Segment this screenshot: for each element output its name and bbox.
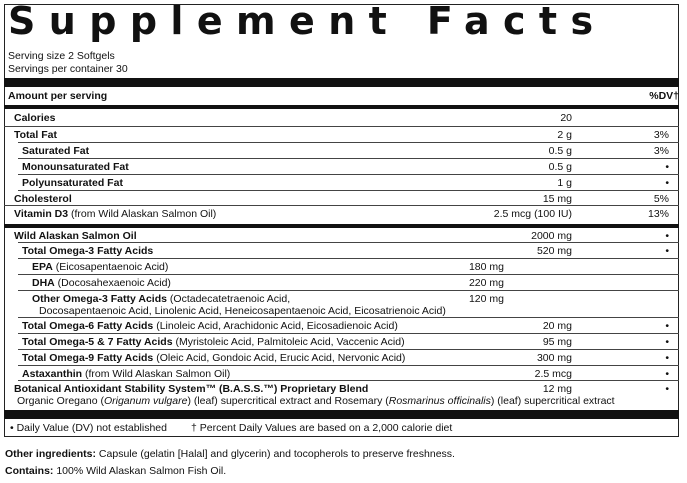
nutrient-row xyxy=(4,275,679,291)
nutrient-amount: 12 mg xyxy=(542,383,572,395)
nutrient-name: Other Omega-3 Fatty Acids xyxy=(32,293,167,305)
nutrient-name: Total Omega-3 Fatty Acids xyxy=(22,245,154,257)
nutrient-note: (Eicosapentaenoic Acid) xyxy=(55,261,169,273)
nutrient-dv: • xyxy=(665,230,669,242)
nutrient-name: Vitamin D3 xyxy=(14,208,69,220)
nutrient-dv: 13% xyxy=(647,208,669,220)
nutrient-amount: 180 mg xyxy=(468,261,504,273)
nutrient-name: Cholesterol xyxy=(14,193,72,205)
nutrient-row xyxy=(4,350,679,366)
nutrient-note: (Linoleic Acid, Arachidonic Acid, Eicosadienoic Acid) xyxy=(156,320,398,332)
bottom-thick-divider xyxy=(4,410,679,419)
dv-header-label: %DV† xyxy=(649,90,679,102)
nutrient-name: Monounsaturated Fat xyxy=(22,161,129,173)
amount-per-serving-label: Amount per serving xyxy=(8,90,108,102)
nutrient-name: Calories xyxy=(14,112,56,124)
nutrient-row xyxy=(4,243,679,259)
nutrient-row xyxy=(4,159,679,175)
nutrient-amount: 1 g xyxy=(557,177,572,189)
panel-title: Supplement Facts xyxy=(8,0,607,43)
nutrient-row xyxy=(4,318,679,334)
servings-per-container: Servings per container 30 xyxy=(8,63,128,75)
other-ingredients: Other ingredients: Capsule (gelatin [Halal] and glycerin) and tocopherols to preserve freshness. xyxy=(5,448,455,460)
nutrient-row xyxy=(4,259,679,275)
nutrient-note: (from Wild Alaskan Salmon Oil) xyxy=(85,368,231,380)
nutrient-dv: • xyxy=(665,352,669,364)
nutrient-name: Astaxanthin xyxy=(22,368,83,380)
nutrient-amount: 220 mg xyxy=(468,277,504,289)
nutrient-name: Wild Alaskan Salmon Oil xyxy=(14,230,137,242)
nutrient-note: (Docosahexaenoic Acid) xyxy=(57,277,171,289)
nutrient-note-continued: Docosapentaenoic Acid, Linolenic Acid, Heneicosapentaenoic Acid, Eicosatrienoic Acid) xyxy=(39,305,446,317)
nutrient-dv: • xyxy=(665,245,669,257)
nutrient-amount: 20 mg xyxy=(542,320,572,332)
nutrient-row xyxy=(4,127,679,143)
nutrient-name: Total Fat xyxy=(14,129,57,141)
nutrient-amount: 15 mg xyxy=(542,193,572,205)
nutrient-amount: 95 mg xyxy=(542,336,572,348)
nutrient-dv: • xyxy=(665,336,669,348)
nutrient-dv: • xyxy=(665,320,669,332)
nutrient-dv: • xyxy=(665,368,669,380)
medium-divider-2 xyxy=(4,224,679,228)
nutrient-dv: • xyxy=(665,161,669,173)
nutrient-row xyxy=(4,143,679,159)
blend-description: Organic Oregano (Origanum vulgare) (leaf) supercritical extract and Rosemary (Rosmarinus officinalis) (leaf) supercritical extract xyxy=(17,395,615,407)
nutrient-dv: 3% xyxy=(653,129,669,141)
nutrient-amount: 2.5 mcg (100 IU) xyxy=(493,208,572,220)
nutrient-amount: 120 mg xyxy=(468,293,504,305)
nutrient-note: (from Wild Alaskan Salmon Oil) xyxy=(71,208,217,220)
nutrient-amount: 20 xyxy=(560,112,572,124)
nutrient-row xyxy=(4,175,679,191)
nutrient-amount: 2000 mg xyxy=(531,230,572,242)
nutrient-amount: 0.5 g xyxy=(548,161,572,173)
nutrient-row xyxy=(4,291,679,317)
nutrient-name: Polyunsaturated Fat xyxy=(22,177,123,189)
footnote-dv-not-established: • Daily Value (DV) not established xyxy=(10,422,167,434)
nutrient-dv: 3% xyxy=(653,145,669,157)
nutrient-amount: 0.5 g xyxy=(548,145,572,157)
nutrient-note: (Oleic Acid, Gondoic Acid, Erucic Acid, Nervonic Acid) xyxy=(156,352,406,364)
nutrient-note: (Myristoleic Acid, Palmitoleic Acid, Vaccenic Acid) xyxy=(175,336,405,348)
nutrient-amount: 300 mg xyxy=(536,352,572,364)
nutrient-row xyxy=(4,206,679,222)
nutrient-dv: • xyxy=(665,177,669,189)
nutrient-amount: 2 g xyxy=(557,129,572,141)
nutrient-dv: • xyxy=(665,383,669,395)
thick-divider xyxy=(4,78,679,87)
nutrient-row xyxy=(4,110,679,126)
nutrient-dv: 5% xyxy=(653,193,669,205)
amount-header xyxy=(8,90,679,102)
nutrient-amount: 2.5 mcg xyxy=(534,368,572,380)
medium-divider xyxy=(4,105,679,109)
nutrient-amount: 520 mg xyxy=(536,245,572,257)
nutrient-name: Total Omega-5 & 7 Fatty Acids xyxy=(22,336,173,348)
nutrient-note: (Octadecatetraenoic Acid, xyxy=(169,293,291,305)
nutrient-row xyxy=(4,334,679,350)
footnote-percent-dv: † Percent Daily Values are based on a 2,000 calorie diet xyxy=(191,422,453,434)
nutrient-name: Total Omega-6 Fatty Acids xyxy=(22,320,154,332)
nutrient-name: Saturated Fat xyxy=(22,145,90,157)
nutrient-name: EPA xyxy=(32,261,53,273)
nutrient-name: Botanical Antioxidant Stability System™ (B.A.S.S.™) Proprietary Blend xyxy=(14,383,369,395)
nutrient-name: DHA xyxy=(32,277,55,289)
serving-size: Serving size 2 Softgels xyxy=(8,50,115,62)
contains-statement: Contains: 100% Wild Alaskan Salmon Fish Oil. xyxy=(5,465,227,477)
nutrient-name: Total Omega-9 Fatty Acids xyxy=(22,352,154,364)
